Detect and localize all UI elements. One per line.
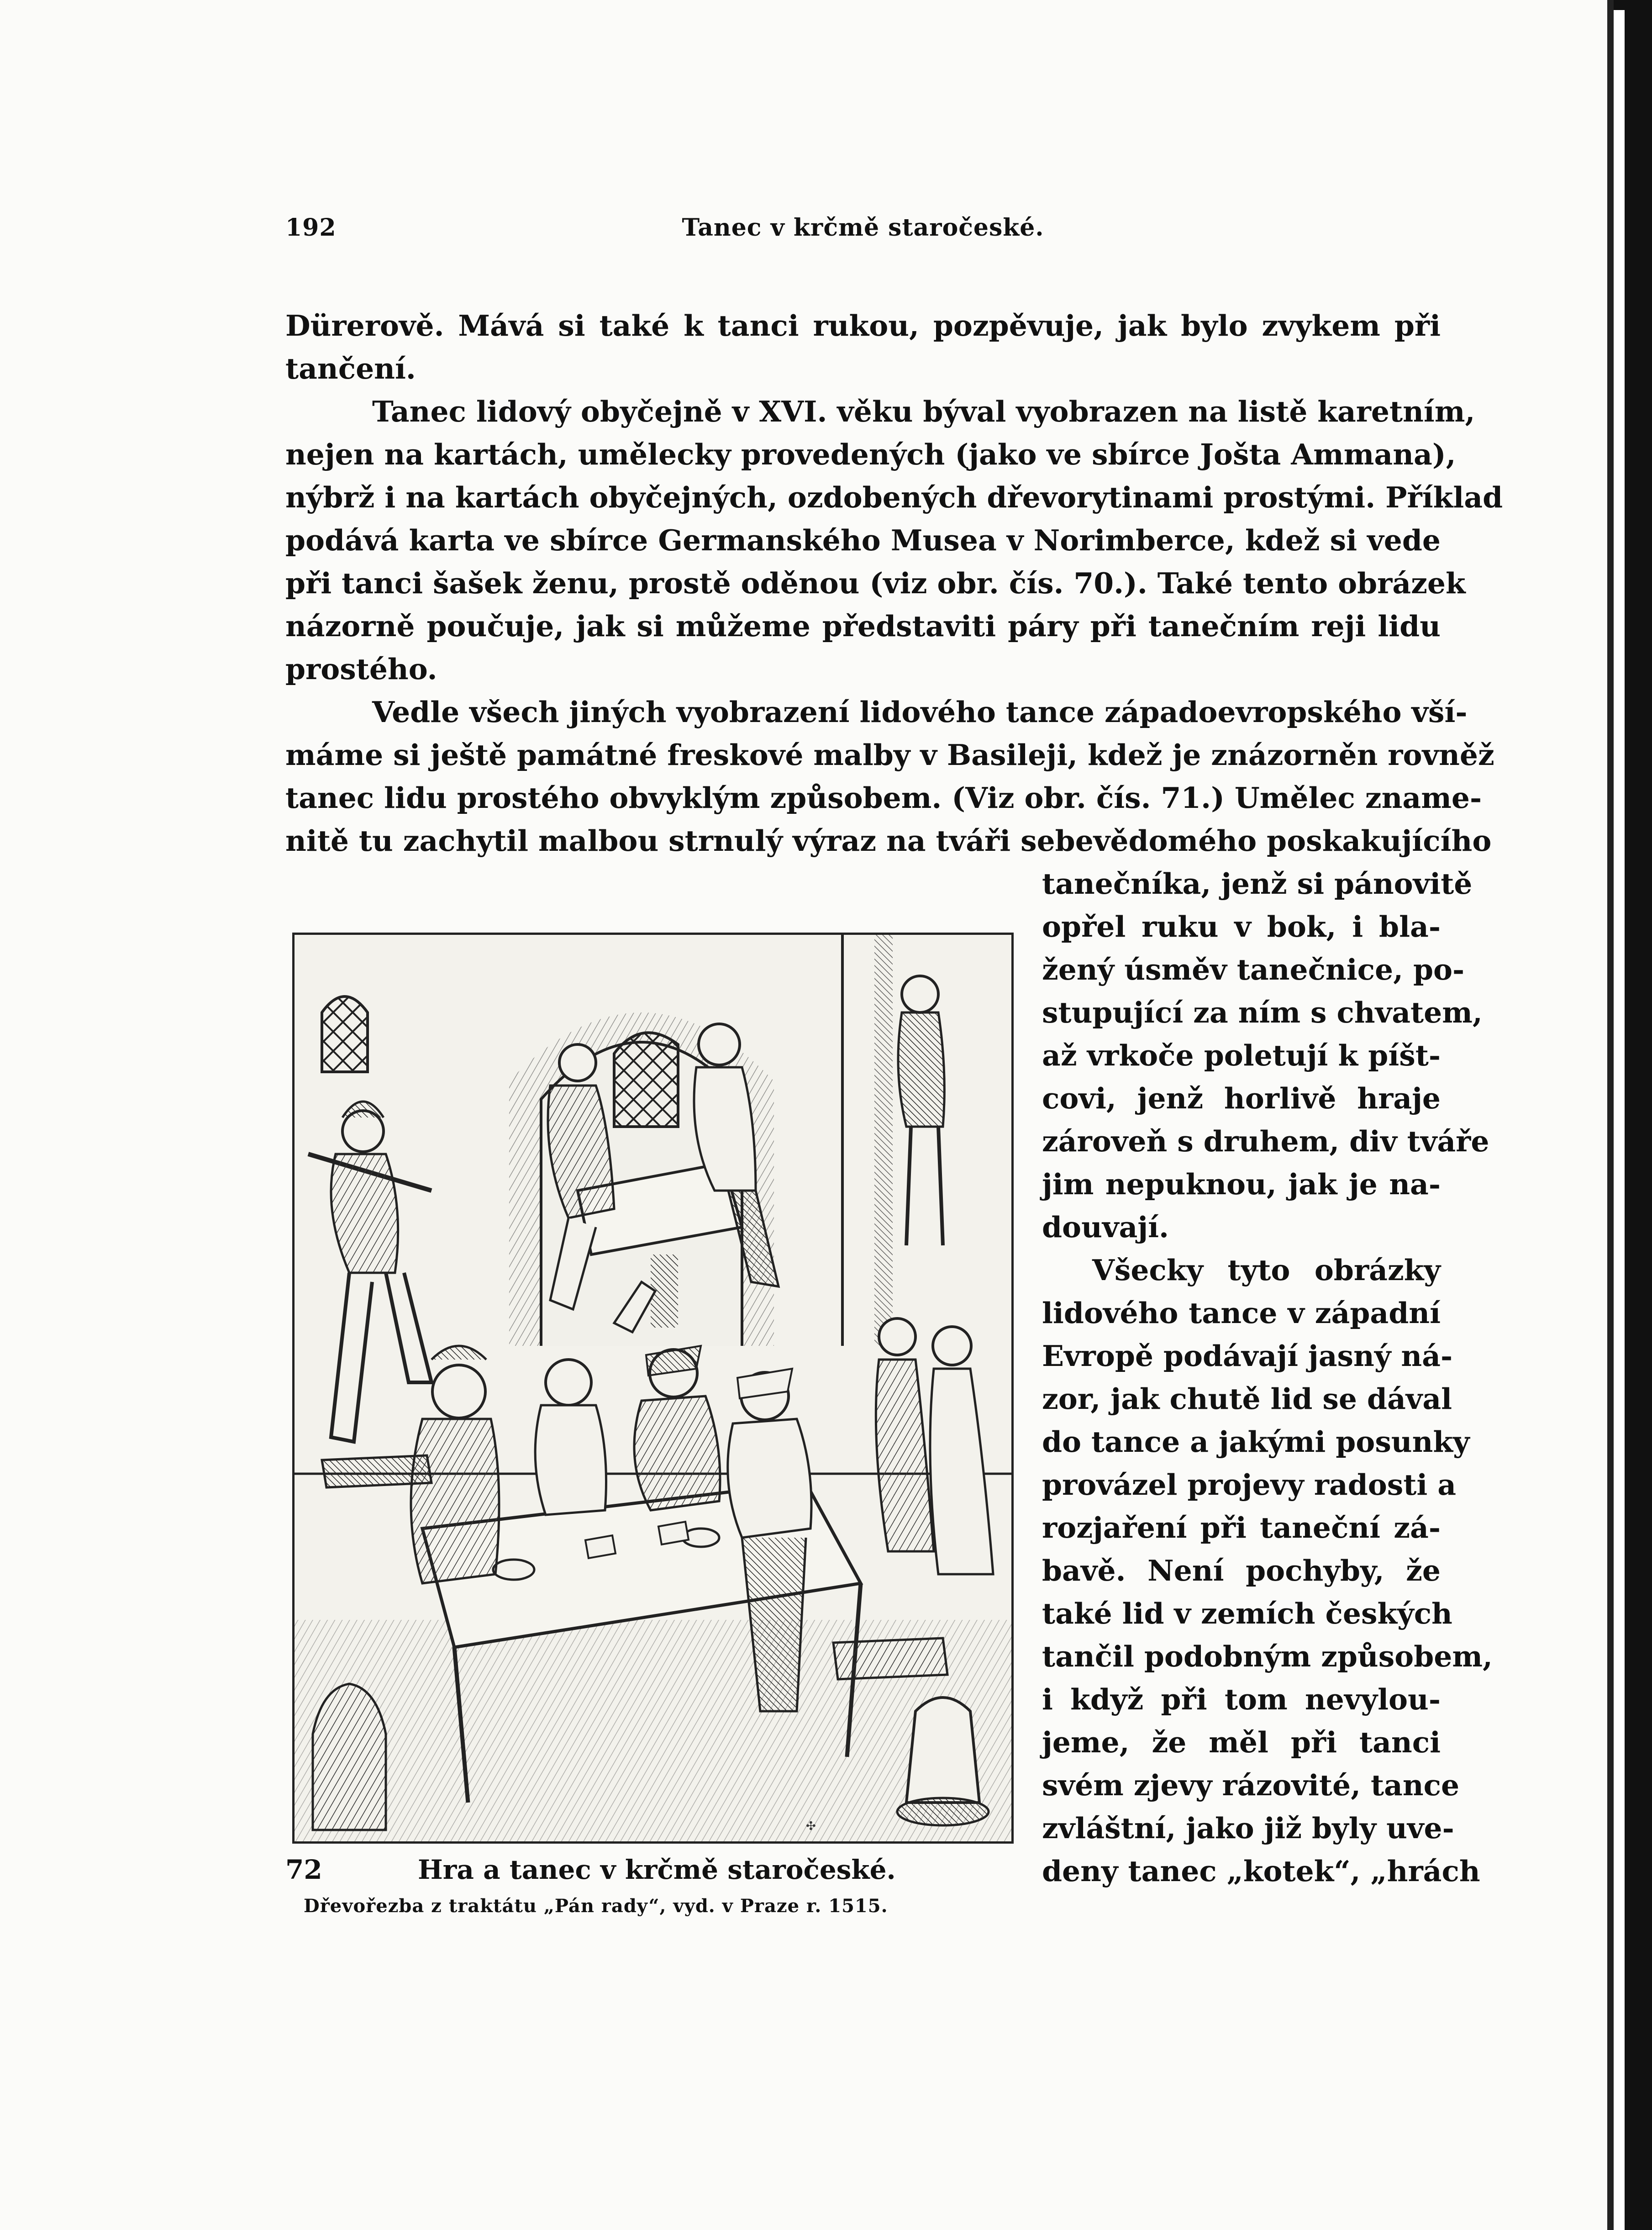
- text-line: jeme, že měl při tanci: [1042, 1725, 1441, 1759]
- figure-credit: Dřevořezba z traktátu „Pán rady“, vyd. v Praze r. 1515.: [304, 1895, 888, 1917]
- text-line: názorně poučuje, jak si můžeme představiti páry při tanečním reji lidu: [285, 609, 1441, 643]
- text-line: také lid v zemích českých: [1042, 1597, 1452, 1630]
- text-line: nýbrž i na kartách obyčejných, ozdobených dřevorytinami prostými. Příklad: [285, 480, 1503, 514]
- scan-border-right-inner: [1607, 0, 1614, 2230]
- text-line: stupující za ním s chvatem,: [1042, 996, 1483, 1029]
- text-line: opřel ruku v bok, i bla-: [1042, 910, 1441, 944]
- text-line: tanec lidu prostého obvyklým způsobem. (Viz obr. čís. 71.) Umělec zname-: [285, 781, 1482, 815]
- running-head: [285, 214, 1441, 250]
- text-line: zároveň s druhem, div tváře: [1042, 1124, 1489, 1158]
- text-line: až vrkoče poletují k píšt-: [1042, 1039, 1441, 1072]
- text-line: nejen na kartách, umělecky provedených (jako ve sbírce Jošta Ammana),: [285, 438, 1456, 471]
- text-line: Evropě podávají jasný ná-: [1042, 1339, 1453, 1373]
- text-line: i když při tom nevylou-: [1042, 1682, 1441, 1716]
- text-line: deny tanec „kotek“, „hrách: [1042, 1854, 1480, 1888]
- text-line: rozjaření při taneční zá-: [1042, 1511, 1441, 1545]
- side-column-paragraph-1: [1042, 862, 1489, 1249]
- text-line: žený úsměv tanečnice, po-: [1042, 953, 1465, 986]
- text-line: tančení.: [285, 352, 416, 385]
- text-line: Tanec lidový obyčejně v XVI. věku býval vyobrazen na listě karetním,: [372, 395, 1475, 428]
- text-line: provázel projevy radosti a: [1042, 1468, 1457, 1502]
- svg-text:✣: ✣: [806, 1819, 816, 1833]
- woodcut-drawing: [295, 935, 1011, 1841]
- page-number: 192: [285, 214, 337, 242]
- text-line: bavě. Není pochyby, že: [1042, 1554, 1441, 1587]
- text-line: při tanci šašek ženu, prostě oděnou (viz obr. čís. 70.). Také tento obrázek: [285, 566, 1466, 600]
- text-line: Dürerově. Mává si také k tanci rukou, pozpěvuje, jak bylo zvykem při: [285, 309, 1441, 343]
- running-title: Tanec v krčmě staročeské.: [682, 214, 1044, 242]
- text-line: jim nepuknou, jak je na-: [1042, 1167, 1441, 1201]
- woodcut-illustration: [292, 933, 1014, 1844]
- text-line: svém zjevy rázovité, tance: [1042, 1768, 1460, 1802]
- text-line: lidového tance v západní: [1042, 1296, 1441, 1330]
- text-line: douvají.: [1042, 1210, 1169, 1244]
- text-line: zvláštní, jako již byly uve-: [1042, 1811, 1454, 1845]
- figure-number: 72: [285, 1854, 322, 1885]
- text-line: máme si ještě památné freskové malby v Basileji, kdež je znázorněn rovněž: [285, 738, 1494, 772]
- side-column-paragraph-2: [1042, 1249, 1493, 1893]
- scan-border-right: [1625, 0, 1652, 2230]
- text-line: do tance a jakými posunky: [1042, 1425, 1470, 1459]
- text-line: zor, jak chutě lid se dával: [1042, 1382, 1452, 1416]
- text-line: nitě tu zachytil malbou strnulý výraz na tváři sebevědomého poskakujícího: [285, 824, 1492, 858]
- text-line: covi, jenž horlivě hraje: [1042, 1081, 1441, 1115]
- text-line: tanečníka, jenž si pánovitě: [1042, 867, 1473, 901]
- text-line: Všecky tyto obrázky: [1092, 1253, 1441, 1287]
- text-line: podává karta ve sbírce Germanského Musea v Norimberce, kdež si vede: [285, 523, 1441, 557]
- body-text-top: [285, 304, 1503, 862]
- figure-title: Hra a tanec v krčmě staročeské.: [418, 1854, 896, 1885]
- text-line: prostého.: [285, 652, 437, 686]
- text-line: tančil podobným způsobem,: [1042, 1640, 1493, 1673]
- text-line: Vedle všech jiných vyobrazení lidového tance západoevropského vší-: [372, 695, 1468, 729]
